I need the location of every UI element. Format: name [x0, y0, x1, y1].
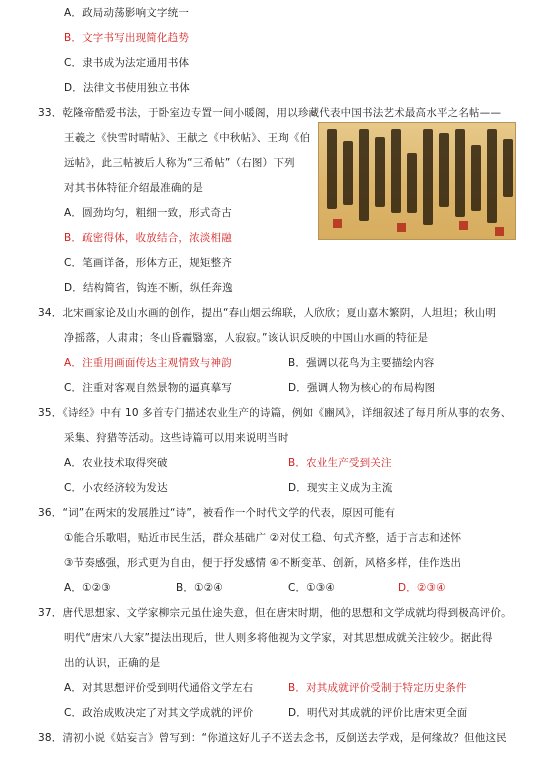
question-33-stem: 33．乾隆帝酷爱书法，于卧室边专置一间小暖阁，用以珍藏代表中国书法艺术最高水平之名帖—— [38, 107, 502, 119]
question-35-stem: 35．《诗经》中有 10 多首专门描述农业生产的诗篇，例如《豳风》，详细叙述了每月所从事的农务、 [38, 407, 512, 419]
question-37-stem: 明代“唐宋八大家”提法出现后，世人则多将他视为文学家，对其思想成就关注较少。据此得 [64, 632, 493, 644]
question-33-stem: 远帖》，此三帖被后人称为“三希帖”（右图）下列 [64, 157, 295, 169]
question-34-option-d: D．强调人物为核心的布局构图 [288, 382, 436, 394]
question-35-option-d: D．现实主义成为主流 [288, 482, 393, 494]
question-33-option-a: A．圆劲均匀，粗细一致，形式奇古 [64, 207, 232, 219]
question-35-stem: 采集、狩猎等活动。这些诗篇可以用来说明当时 [64, 432, 289, 444]
question-37-option-d: D．明代对其成就的评价比唐宋更全面 [288, 707, 468, 719]
option-line: C．隶书成为法定通用书体 [64, 57, 190, 69]
question-34-option-c: C．注重对客观自然景物的逼真摹写 [64, 382, 233, 394]
question-36-items: ①能合乐歌唱，贴近市民生活，群众基础广 ②对仗工稳、句式齐整，适于言志和述怀 [64, 532, 462, 544]
question-35-option-c: C．小农经济较为发达 [64, 482, 168, 494]
question-33-option-b-answer: B．疏密得体，收放结合，浓淡相融 [64, 232, 232, 244]
question-37-stem: 37．唐代思想家、文学家柳宗元虽仕途失意，但在唐宋时期，他的思想和文学成就均得到极高评价。 [38, 607, 512, 619]
question-37-stem: 出的认识，正确的是 [64, 657, 161, 669]
question-34-option-a-answer: A．注重用画面传达主观情致与神韵 [64, 357, 232, 369]
question-36-option-c: C．①③④ [288, 582, 336, 594]
question-34-stem: 34．北宋画家论及山水画的创作，提出“春山烟云绵联，人欣欣；夏山嘉木繁阴，人坦坦；秋山明 [38, 307, 497, 319]
option-line: A．政局动荡影响文字统一 [64, 7, 190, 19]
option-line-answer: B．文字书写出现简化趋势 [64, 32, 190, 44]
question-36-option-a: A．①②③ [64, 582, 111, 594]
question-33-option-d: D．结构简省，钩连不断，纵任奔逸 [64, 282, 233, 294]
question-33-option-c: C．笔画详备，形体方正，规矩整齐 [64, 257, 233, 269]
question-33-stem: 王羲之《快雪时晴帖》、王献之《中秋帖》、王珣《伯 [64, 132, 311, 144]
question-36-option-d-answer: D．②③④ [398, 582, 446, 594]
question-37-option-b-answer: B．对其成就评价受制于特定历史条件 [288, 682, 467, 694]
question-37-option-c: C．政治成败决定了对其文学成就的评价 [64, 707, 254, 719]
question-35-option-b-answer: B．农业生产受到关注 [288, 457, 392, 469]
question-35-option-a: A．农业技术取得突破 [64, 457, 168, 469]
question-36-option-b: B．①②④ [176, 582, 223, 594]
question-36-items: ③节奏感强，形式更为自由，便于抒发感情 ④不断变革、创新，风格多样，佳作迭出 [64, 557, 462, 569]
question-36-stem: 36．“词”在两宋的发展胜过“诗”，被看作一个时代文学的代表，原因可能有 [38, 507, 396, 519]
question-34-option-b: B．强调以花鸟为主要描绘内容 [288, 357, 435, 369]
calligraphy-image [318, 122, 516, 240]
option-line: D．法律文书使用独立书体 [64, 82, 190, 94]
question-33-stem: 对其书体特征介绍最准确的是 [64, 182, 204, 194]
question-34-stem: 净摇落，人肃肃；冬山昏霾翳塞，人寂寂。”该认识反映的中国山水画的特征是 [64, 332, 429, 344]
question-38-stem: 38．清初小说《姑妄言》曾写到：“你道这好儿子不送去念书，反倒送去学戏，是何缘故？但他这民 [38, 732, 507, 744]
question-37-option-a: A．对其思想评价受到明代通俗文学左右 [64, 682, 254, 694]
